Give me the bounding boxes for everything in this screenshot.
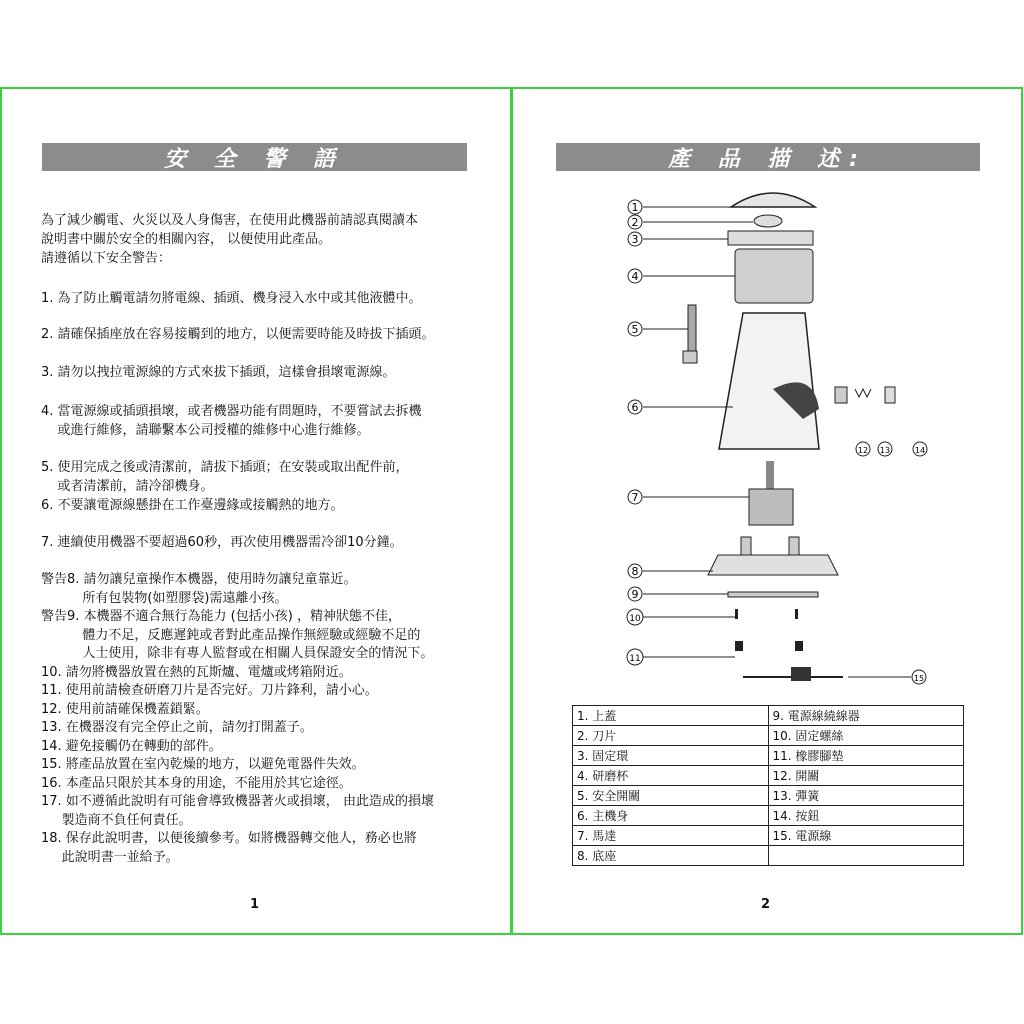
warning-line: 15. 將產品放置在室內乾燥的地方，以避免電器件失效。 [41, 757, 365, 772]
button-part [885, 387, 895, 403]
warning-line: 11. 使用前請檢查研磨刀片是否完好。刀片鋒利，請小心。 [41, 683, 378, 698]
table-cell: 2. 刀片 [573, 726, 769, 746]
callout-number: 10 [629, 614, 641, 624]
table-cell: 15. 電源線 [768, 826, 964, 846]
base-post [789, 537, 799, 555]
table-row [573, 786, 964, 806]
motor [749, 489, 793, 525]
safety-switch [688, 305, 696, 351]
switch-part [835, 387, 847, 403]
table-cell: 5. 安全開關 [573, 786, 769, 806]
warnings-8-18 [41, 571, 434, 867]
lid [731, 193, 815, 207]
callout-number: 9 [631, 588, 639, 601]
warning-line: 或者清潔前，請冷卻機身。 [41, 479, 214, 494]
table-row [573, 826, 964, 846]
callout-number: 1 [631, 201, 639, 214]
warning-line: 18. 保存此說明書，以便後續參考。如將機器轉交他人，務必也將 [41, 831, 417, 846]
screw [795, 609, 798, 619]
warning-line: 14. 避免接觸仍在轉動的部件。 [41, 738, 222, 754]
callout-number: 4 [631, 270, 639, 283]
warning-line: 此說明書一並給予。 [41, 849, 179, 865]
table-row [573, 766, 964, 786]
warning-7: 7. 連續使用機器不要超過60秒，再次使用機器需冷卻10分鐘。 [41, 535, 403, 550]
warning-3: 3. 請勿以拽拉電源線的方式來拔下插頭，這樣會損壞電源線。 [41, 365, 396, 380]
table-row [573, 806, 964, 826]
callout-number: 5 [631, 323, 639, 336]
warning-line: 16. 本產品只限於其本身的用途，不能用於其它途徑。 [41, 775, 352, 791]
callout-number: 2 [631, 216, 639, 229]
warning-line: 警告8. 請勿讓兒童操作本機器，使用時勿讓兒童靠近。 [41, 572, 357, 587]
base-post [741, 537, 751, 555]
table-cell: 3. 固定環 [573, 746, 769, 766]
warning-line: 5. 使用完成之後或清潔前，請拔下插頭；在安裝或取出配件前， [41, 460, 409, 475]
callout-number: 7 [631, 491, 639, 504]
plug [791, 667, 811, 681]
warning-1: 1. 為了防止觸電請勿將電線、插頭、機身浸入水中或其他液體中。 [41, 291, 422, 306]
warning-line: 4. 當電源線或插頭損壞，或者機器功能有問題時，不要嘗試去拆機 [41, 404, 422, 419]
intro-line: 說明書中關於安全的相關內容， 以便使用此產品。 [41, 232, 332, 247]
table-cell: 12. 開關 [768, 766, 964, 786]
warning-line: 17. 如不遵循此說明有可能會導致機器著火或損壞， 由此造成的損壞 [41, 794, 434, 809]
warning-line: 人士使用，除非有專人監督或在相關人員保證安全的情況下。 [41, 646, 434, 661]
intro-text [41, 211, 418, 268]
callout-number: 11 [629, 654, 641, 664]
warning-line: 13. 在機器沒有完全停止之前，請勿打開蓋子。 [41, 720, 313, 735]
warning-2: 2. 請確保插座放在容易接觸到的地方，以便需要時能及時拔下插頭。 [41, 327, 435, 342]
table-cell: 7. 馬達 [573, 826, 769, 846]
table-cell: 6. 主機身 [573, 806, 769, 826]
safety-title-banner: 安 全 警 語 [42, 143, 467, 171]
callout-number: 3 [631, 233, 639, 246]
table-row [573, 706, 964, 726]
warning-line: 警告9. 本機器不適合無行為能力 (包括小孩) ，精神狀態不佳， [41, 609, 401, 624]
callout-number: 6 [631, 401, 639, 414]
intro-line: 請遵循以下安全警告： [41, 251, 172, 266]
warning-line: 6. 不要讓電源線懸掛在工作臺邊緣或接觸熱的地方。 [41, 498, 344, 513]
exploded-diagram [513, 89, 1021, 699]
page-number: 1 [250, 897, 260, 912]
left-page [0, 87, 512, 935]
spring [855, 389, 871, 397]
table-row [573, 726, 964, 746]
table-cell: 14. 按鈕 [768, 806, 964, 826]
table-cell: 8. 底座 [573, 846, 769, 866]
warning-line: 所有包裝物(如塑膠袋)需遠離小孩。 [41, 590, 288, 606]
product-title-banner: 產 品 描 述: [556, 143, 980, 171]
blade [754, 215, 782, 227]
callout-number: 13 [879, 446, 891, 455]
callout-number: 14 [914, 446, 926, 455]
grinding-cup [735, 249, 813, 303]
warning-line: 或進行維修，請聯繫本公司授權的維修中心進行維修。 [41, 423, 370, 438]
intro-line: 為了減少觸電、火災以及人身傷害，在使用此機器前請認真閱讀本 [41, 213, 419, 228]
warning-4 [41, 402, 422, 440]
warning-5-6 [41, 458, 409, 515]
base [708, 555, 838, 575]
callout-number: 15 [913, 674, 925, 683]
table-cell: 13. 彈簧 [768, 786, 964, 806]
table-cell [768, 846, 964, 866]
safety-switch-base [683, 351, 697, 363]
page-number: 2 [761, 897, 771, 912]
table-row [573, 746, 964, 766]
table-cell: 11. 橡膠腳墊 [768, 746, 964, 766]
parts-table [572, 705, 964, 866]
cord-winder [728, 592, 818, 597]
warning-line: 製造商不負任何責任。 [41, 812, 192, 828]
warning-line: 10. 請勿將機器放置在熱的瓦斯爐、電爐或烤箱附近。 [41, 664, 352, 680]
warning-line: 12. 使用前請確保機蓋鎖緊。 [41, 701, 209, 717]
table-cell: 4. 研磨杯 [573, 766, 769, 786]
warning-line: 體力不足，反應遲鈍或者對此產品操作無經驗或經驗不足的 [41, 627, 421, 643]
rubber-foot [735, 641, 743, 651]
motor-shaft [766, 461, 774, 491]
table-cell: 1. 上蓋 [573, 706, 769, 726]
table-cell: 10. 固定螺絲 [768, 726, 964, 746]
table-cell: 9. 電源線繞線器 [768, 706, 964, 726]
main-body [719, 313, 819, 449]
fixing-ring [728, 231, 813, 245]
callout-number: 8 [631, 565, 639, 578]
table-row [573, 846, 964, 866]
screw [735, 609, 738, 619]
rubber-foot [795, 641, 803, 651]
callout-number: 12 [857, 446, 869, 455]
right-page [511, 87, 1023, 935]
